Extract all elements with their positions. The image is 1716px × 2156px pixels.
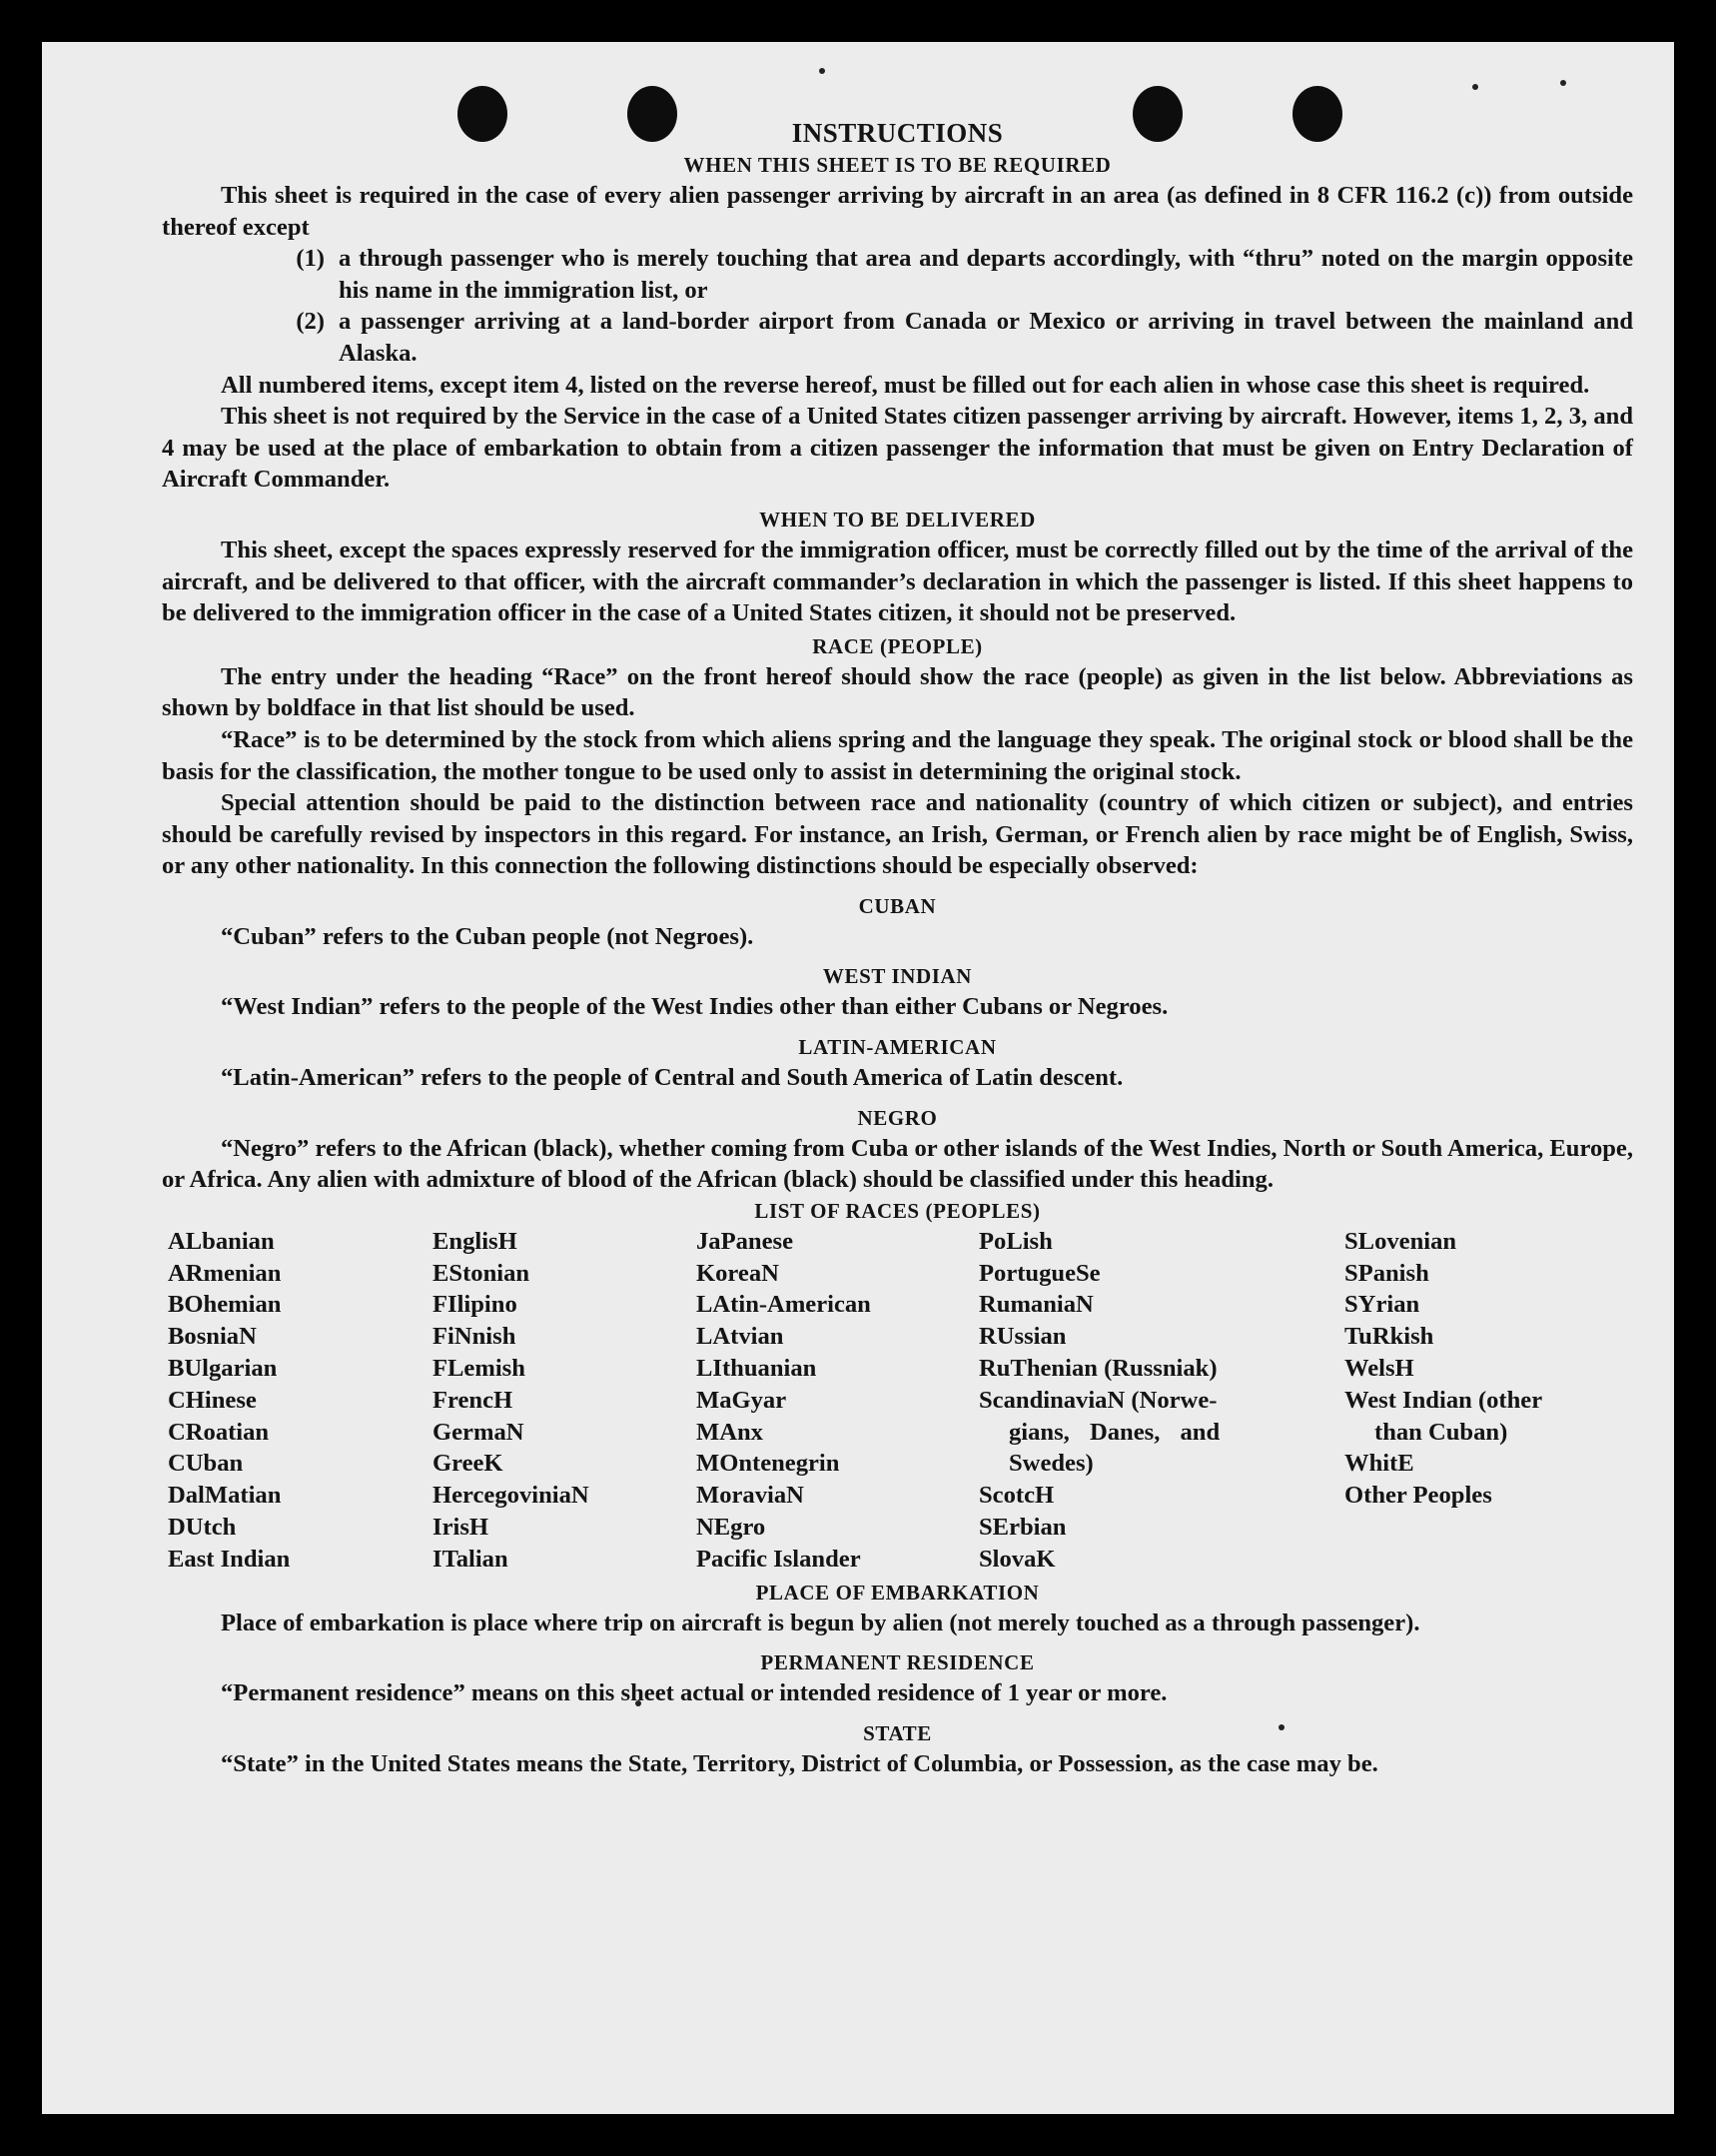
race-entry: HercegoviniaN xyxy=(432,1482,589,1510)
speck xyxy=(1472,84,1478,90)
race-entry: Swedes) xyxy=(1009,1450,1094,1478)
race-entry: FLemish xyxy=(432,1355,525,1383)
race-entry: KoreaN xyxy=(696,1259,779,1287)
race-entry: CHinese xyxy=(168,1386,257,1414)
item-text: a through passenger who is merely touching that area and departs accordingly, with “thru” noted on the margin opposite his name in the immigration list, or xyxy=(339,245,1633,304)
race-entry: East Indian xyxy=(168,1545,291,1573)
race-entry: IrisH xyxy=(432,1514,489,1542)
race-entry: JaPanese xyxy=(696,1227,793,1255)
race-entry: WelsH xyxy=(1344,1355,1414,1383)
speck xyxy=(1560,80,1566,86)
section-heading: WHEN THIS SHEET IS TO BE REQUIRED xyxy=(683,153,1112,177)
paragraph: “Permanent residence” means on this sheet actual or intended residence of 1 year or more. xyxy=(221,1679,1168,1707)
section-heading: WEST INDIAN xyxy=(822,964,973,989)
race-entry: CRoatian xyxy=(168,1418,270,1446)
section-heading: RACE (PEOPLE) xyxy=(812,633,983,658)
paragraph: “West Indian” refers to the people of the West Indies other than either Cubans or Negroes. xyxy=(221,993,1169,1021)
race-entry: BosniaN xyxy=(168,1323,257,1351)
race-entry: ALbanian xyxy=(168,1227,275,1255)
race-entry: FIlipino xyxy=(432,1291,517,1319)
race-entry: FrencH xyxy=(432,1386,513,1414)
race-column xyxy=(162,1226,432,1576)
race-entry: SErbian xyxy=(979,1514,1067,1542)
race-entry: Other Peoples xyxy=(1344,1482,1492,1510)
speck xyxy=(819,68,825,74)
race-entry: than Cuban) xyxy=(1374,1418,1508,1446)
race-entry: PortugueSe xyxy=(979,1259,1101,1287)
race-entry: ScotcH xyxy=(979,1482,1055,1510)
list-item xyxy=(162,243,1633,306)
race-entry: SLovenian xyxy=(1344,1227,1457,1255)
race-entry: ARmenian xyxy=(168,1259,282,1287)
race-entry: West Indian (other xyxy=(1344,1386,1543,1414)
section-heading: NEGRO xyxy=(857,1105,938,1130)
race-entry: RumaniaN xyxy=(979,1291,1094,1319)
instructions-text xyxy=(162,118,1633,1779)
paragraph: Place of embarkation is place where trip on aircraft is begun by alien (not merely touched as a through passenger). xyxy=(221,1609,1420,1636)
race-entry: LAtin-American xyxy=(696,1291,871,1319)
race-entry: EnglisH xyxy=(432,1227,517,1255)
race-entry: MOntenegrin xyxy=(696,1450,840,1478)
paragraph: “Negro” refers to the African (black), whether coming from Cuba or other islands of the West Indies, North or South America, Europe, or Africa. Any alien with admixture of blood of the African (black) should be classified under this heading. xyxy=(162,1134,1633,1194)
race-entry: NEgro xyxy=(696,1514,766,1542)
race-entry: RuThenian (Russniak) xyxy=(979,1355,1218,1383)
race-entry: WhitE xyxy=(1344,1450,1414,1478)
section-heading: LIST OF RACES (PEOPLES) xyxy=(754,1198,1041,1223)
race-entry: GreeK xyxy=(432,1450,503,1478)
race-column xyxy=(979,1226,1344,1576)
race-list xyxy=(162,1226,1633,1576)
race-entry: DalMatian xyxy=(168,1482,282,1510)
race-entry: Pacific Islander xyxy=(696,1545,861,1573)
paragraph: “Latin-American” refers to the people of Central and South America of Latin descent. xyxy=(221,1064,1124,1092)
race-entry: CUban xyxy=(168,1450,244,1478)
item-number: (2) xyxy=(296,308,325,336)
section-heading: STATE xyxy=(863,1720,932,1745)
paragraph: “Cuban” refers to the Cuban people (not Negroes). xyxy=(221,922,754,950)
paragraph: Special attention should be paid to the distinction between race and nationality (country of which citizen or subject), and entries should be carefully revised by inspectors in this regard. For instance, an Irish, German, or French alien by race might be of English, Swiss, or any other nationality. In this connection the following distinctions should be especially observed: xyxy=(162,789,1633,880)
race-entry: GermaN xyxy=(432,1418,524,1446)
section-heading: CUBAN xyxy=(858,893,937,918)
race-entry: LIthuanian xyxy=(696,1355,817,1383)
race-entry: MoraviaN xyxy=(696,1482,804,1510)
race-entry: LAtvian xyxy=(696,1323,784,1351)
paragraph: This sheet is required in the case of every alien passenger arriving by aircraft in an area (as defined in 8 CFR 116.2 (c)) from outside thereof except xyxy=(162,182,1633,241)
race-column xyxy=(1344,1226,1624,1576)
list-item xyxy=(162,306,1633,369)
race-entry: RUssian xyxy=(979,1323,1067,1351)
document-page xyxy=(42,42,1674,2114)
paragraph: The entry under the heading “Race” on the front hereof should show the race (people) as given in the list below. Abbreviations as shown by boldface in that list should be used. xyxy=(162,662,1633,722)
paragraph: “State” in the United States means the State, Territory, District of Columbia, or Possession, as the case may be. xyxy=(221,1749,1378,1777)
race-entry: MaGyar xyxy=(696,1386,787,1414)
section-heading: LATIN-AMERICAN xyxy=(798,1035,997,1060)
paragraph: All numbered items, except item 4, listed on the reverse hereof, must be filled out for each alien in whose case this sheet is required. xyxy=(221,371,1590,399)
section-heading: WHEN TO BE DELIVERED xyxy=(759,507,1036,532)
race-entry: SlovaK xyxy=(979,1545,1056,1573)
item-number: (1) xyxy=(296,245,325,273)
race-entry: DUtch xyxy=(168,1514,237,1542)
race-entry: PoLish xyxy=(979,1227,1053,1255)
race-entry: SPanish xyxy=(1344,1259,1429,1287)
paragraph: This sheet, except the spaces expressly reserved for the immigration officer, must be correctly filled out by the time of the arrival of the aircraft, and be delivered to that officer, with the aircraft commander’s declaration in which the passenger is listed. If this sheet happens to be delivered to the immigration officer in the case of a United States citizen, it should not be preserved. xyxy=(162,536,1633,627)
paragraph: This sheet is not required by the Service in the case of a United States citizen passenger arriving by aircraft. However, items 1, 2, 3, and 4 may be used at the place of embarkation to obtain from a citizen passenger the information that must be given on Entry Declaration of Aircraft Commander. xyxy=(162,403,1633,494)
item-text: a passenger arriving at a land-border airport from Canada or Mexico or arriving in travel between the mainland and Alaska. xyxy=(339,308,1633,367)
page-title: INSTRUCTIONS xyxy=(791,118,1004,148)
section-heading: PERMANENT RESIDENCE xyxy=(760,1650,1035,1675)
race-entry: TuRkish xyxy=(1344,1323,1434,1351)
section-heading: PLACE OF EMBARKATION xyxy=(755,1580,1040,1605)
race-entry: SYrian xyxy=(1344,1291,1420,1319)
race-column xyxy=(696,1226,979,1576)
race-entry: ScandinaviaN (Norwe- xyxy=(979,1386,1218,1414)
race-column xyxy=(432,1226,696,1576)
race-entry: BUlgarian xyxy=(168,1355,278,1383)
race-entry: MAnx xyxy=(696,1418,763,1446)
race-entry: EStonian xyxy=(432,1259,530,1287)
race-entry: ITalian xyxy=(432,1545,508,1573)
race-entry: FiNnish xyxy=(432,1323,516,1351)
race-entry: BOhemian xyxy=(168,1291,282,1319)
paragraph: “Race” is to be determined by the stock from which aliens spring and the language they speak. The original stock or blood shall be the basis for the classification, the mother tongue to be used only to assist in determining the original stock. xyxy=(162,725,1633,785)
race-entry: gians, Danes, and xyxy=(1009,1418,1221,1446)
